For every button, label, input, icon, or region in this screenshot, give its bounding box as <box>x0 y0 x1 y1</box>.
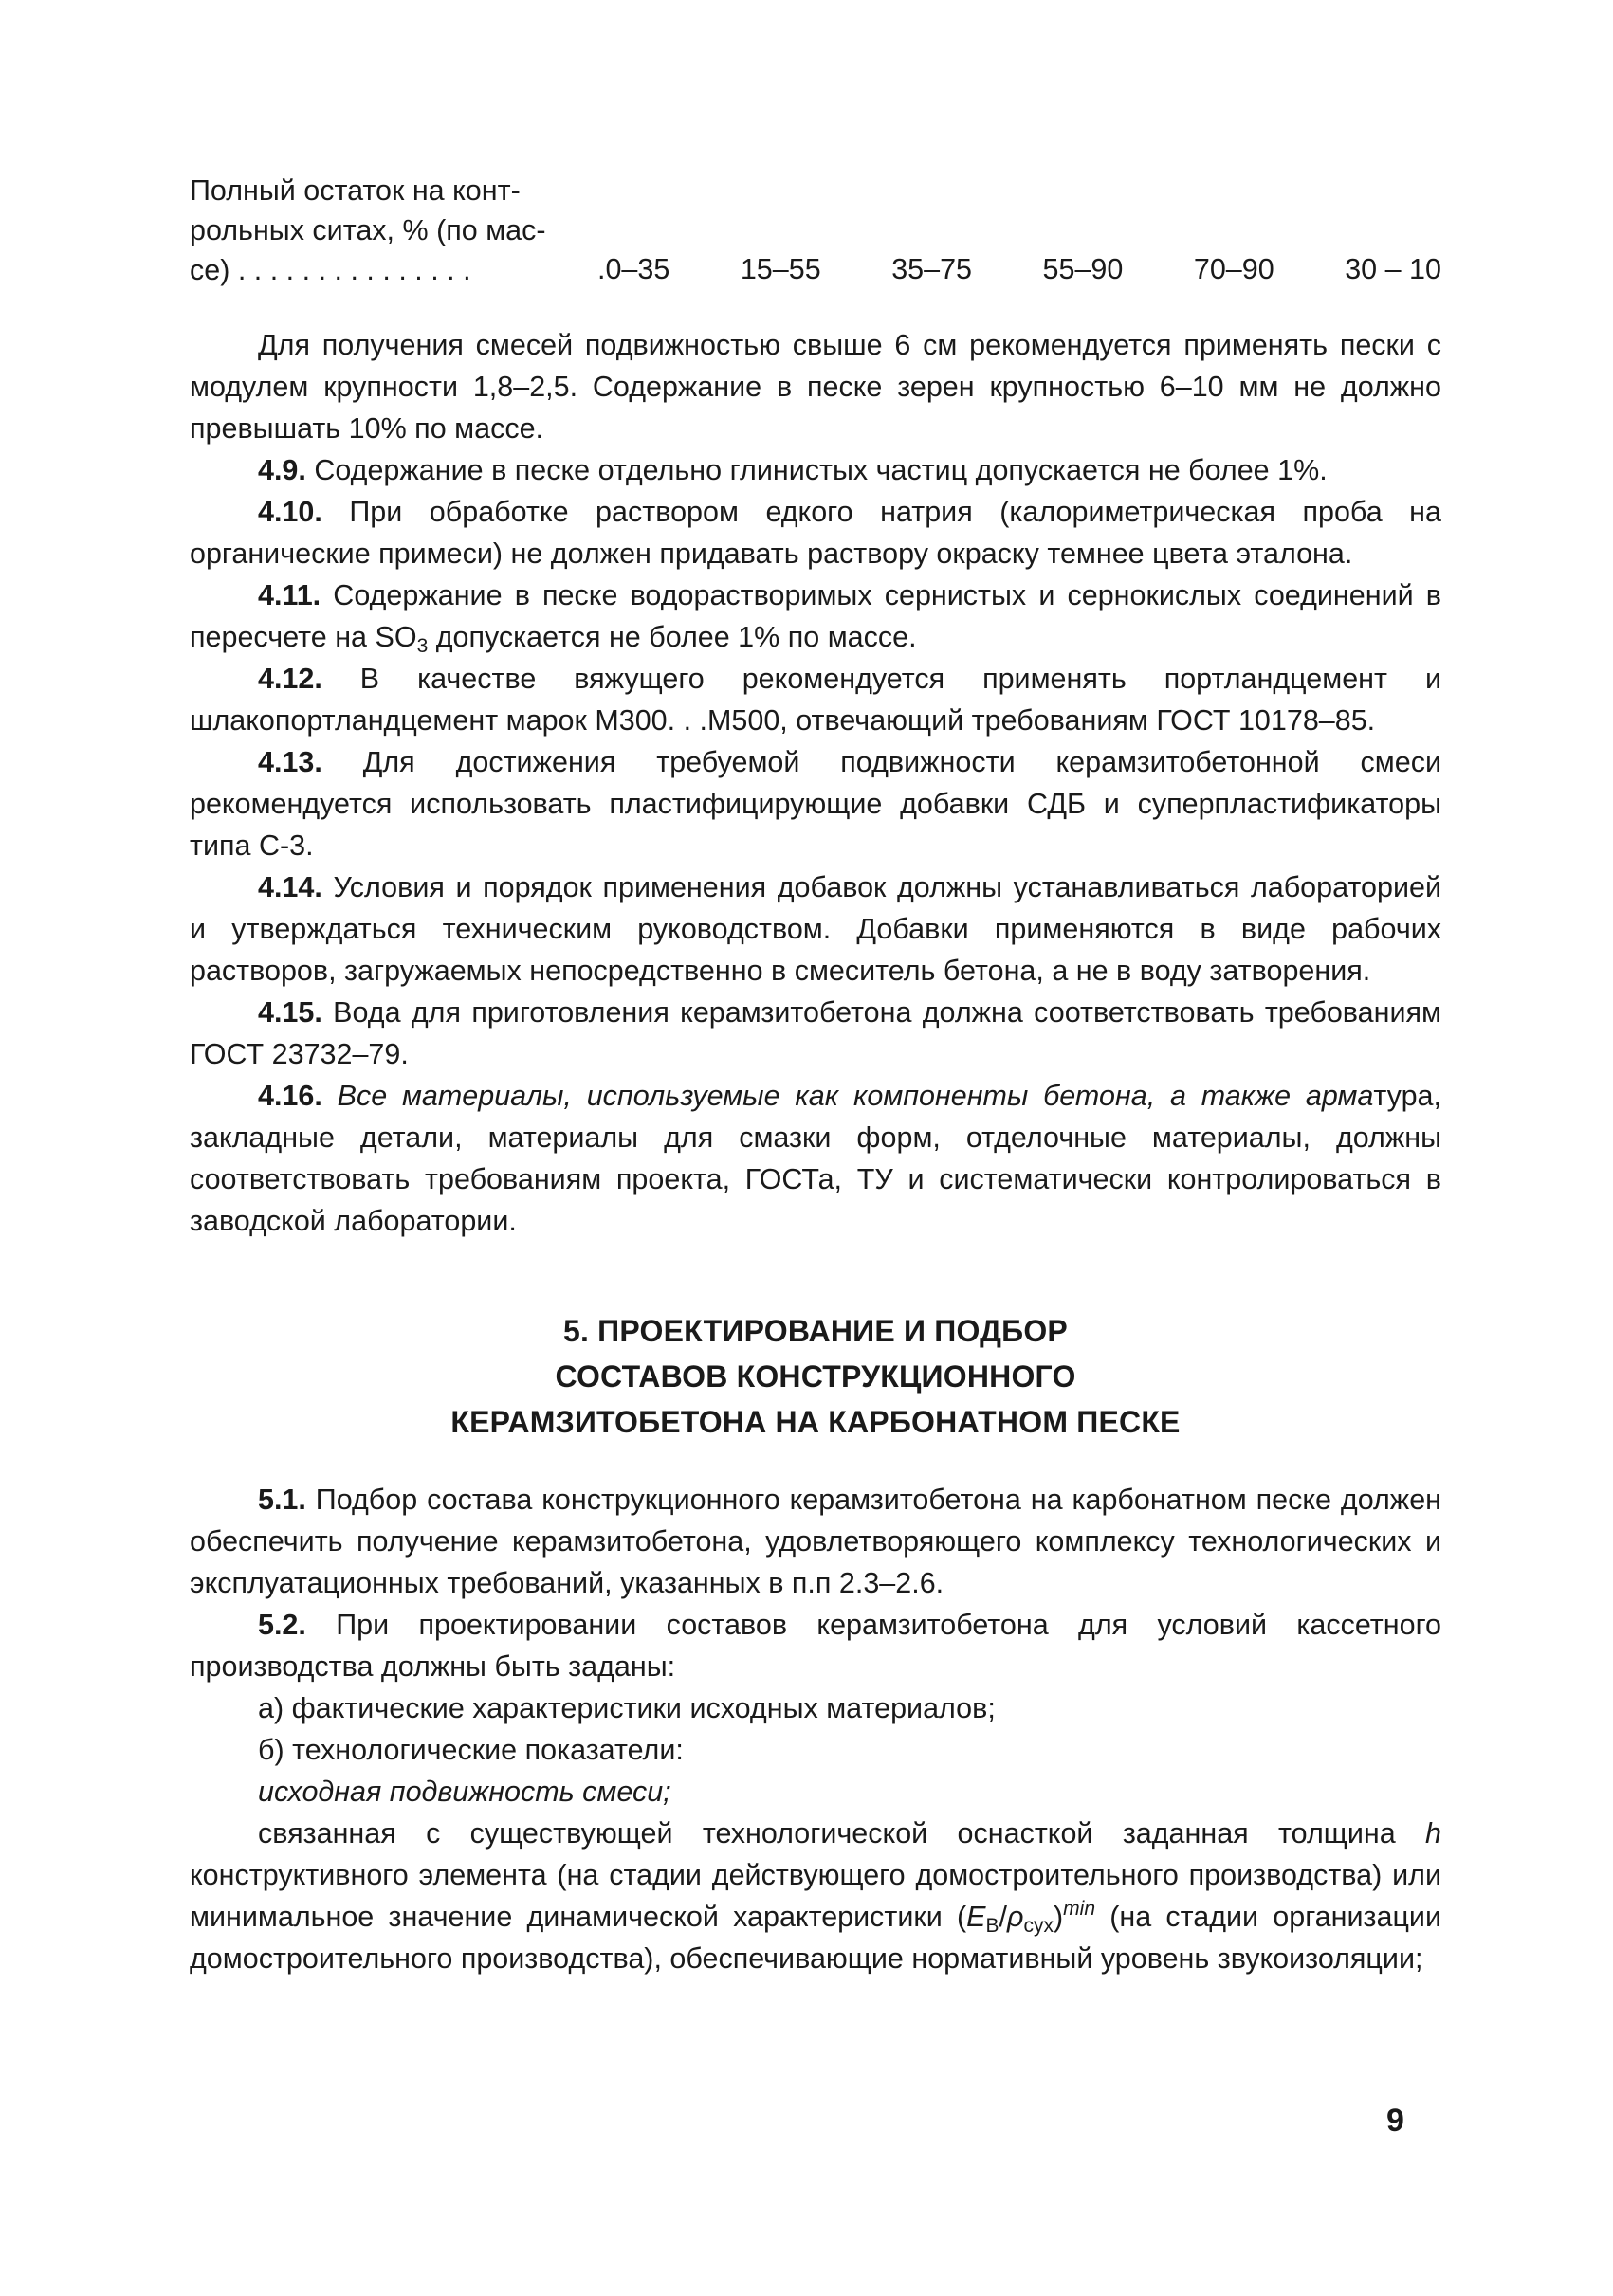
clause-text-italic: Все материалы, используемые как компоненты бетона, а также арма <box>321 1080 1374 1112</box>
paragraph-4-11 <box>190 574 1441 658</box>
paragraph-5-2 <box>190 1604 1441 1687</box>
list-item-mobility: исходная подвижность смеси; <box>258 1776 671 1808</box>
clause-text: (на стадии организации домостроительного производства), обеспечивающие нормативный уровень звукоизоляции; <box>190 1901 1441 1975</box>
section-heading <box>190 1308 1441 1445</box>
symbol-paren: ) <box>1054 1901 1064 1933</box>
clause-text: Условия и порядок применения добавок должны устанавливаться лабораторией и утверждаться техническим руководством. Добавки применяются в виде рабочих растворов, загружаемых непосредственно в смеситель бетона, а не в воду затворения. <box>190 871 1441 987</box>
symbol-slash: / <box>999 1901 1008 1933</box>
subscript: сух <box>1023 1915 1054 1937</box>
clause-text: тура, закладные детали, материалы для смазки форм, отделочные материалы, должны соответствовать требованиям проекта, ГОСТа, ТУ и систематически контролироваться в заводской лаборатории. <box>190 1080 1441 1237</box>
symbol-h: h <box>1425 1817 1441 1850</box>
clause-number: 5.2. <box>258 1609 306 1641</box>
clause-number: 4.13. <box>258 746 322 778</box>
clause-number: 4.14. <box>258 871 322 903</box>
document-page <box>190 171 1441 1979</box>
paragraph-4-14 <box>190 866 1441 992</box>
clause-text: допускается не более 1% по массе. <box>428 621 917 653</box>
paragraph-intro: Для получения смесей подвижностью свыше 6 см рекомендуется применять пески с модулем крупности 1,8–2,5. Содержание в песке зерен крупностью 6–10 мм не должно превышать 10% по массе. <box>190 329 1441 445</box>
clause-text: конструктивного элемента (на стадии действующего домостроительного производства) или минимальное значение динамической характеристики ( <box>190 1859 1441 1933</box>
clause-number: 4.16. <box>258 1080 322 1112</box>
superscript: min <box>1063 1898 1096 1920</box>
section-heading-line: КЕРАМЗИТОБЕТОНА НА КАРБОНАТНОМ ПЕСКЕ <box>450 1405 1181 1439</box>
clause-number: 4.12. <box>258 663 322 695</box>
section-heading-line: 5. ПРОЕКТИРОВАНИЕ И ПОДБОР <box>563 1314 1068 1348</box>
clause-text: Содержание в песке отдельно глинистых частиц допускается не более 1%. <box>305 454 1328 486</box>
clause-text: связанная с существующей технологической оснасткой заданная толщина <box>258 1817 1426 1850</box>
clause-number: 4.10. <box>258 496 322 528</box>
residue-value: 15–55 <box>740 253 821 285</box>
paragraph-4-13 <box>190 741 1441 866</box>
subscript: B <box>985 1915 999 1937</box>
list-item-b: б) технологические показатели: <box>258 1734 684 1766</box>
paragraph-4-15 <box>190 992 1441 1075</box>
clause-number: 4.11. <box>258 579 321 611</box>
clause-text: Содержание в песке водорастворимых сернистых и сернокислых соединений в пересчете на SO <box>190 579 1441 653</box>
subscript: 3 <box>416 635 429 657</box>
residue-value: 55–90 <box>1042 253 1124 285</box>
paragraph-5-1 <box>190 1479 1441 1604</box>
residue-value: 30 – 10 <box>1345 253 1441 285</box>
residue-values <box>597 248 1441 290</box>
residue-value: .0–35 <box>597 253 670 285</box>
paragraph-4-10 <box>190 491 1441 574</box>
paragraph-4-12 <box>190 658 1441 741</box>
clause-number: 5.1. <box>258 1484 306 1516</box>
clause-text: Вода для приготовления керамзитобетона должна соответствовать требованиям ГОСТ 23732–79. <box>190 996 1441 1070</box>
clause-text: При проектировании составов керамзитобетона для условий кассетного производства должны быть заданы: <box>190 1609 1441 1683</box>
clause-number: 4.9. <box>258 454 306 486</box>
residue-label-line: се) . . . . . . . . . . . . . . . <box>190 254 471 286</box>
section-heading-line: СОСТАВОВ КОНСТРУКЦИОННОГО <box>555 1359 1076 1394</box>
clause-text: Для достижения требуемой подвижности керамзитобетонной смеси рекомендуется использовать пластифицирующие добавки СДБ и суперпластификаторы типа С-3. <box>190 746 1441 862</box>
paragraph-thickness <box>190 1813 1441 1979</box>
paragraph-4-16 <box>190 1075 1441 1242</box>
page-number: 9 <box>1386 2103 1404 2139</box>
clause-text: При обработке раствором едкого натрия (калориметрическая проба на органические примеси) не должен придавать раствору окраску темнее цвета эталона. <box>190 496 1441 570</box>
clause-text: В качестве вяжущего рекомендуется применять портландцемент и шлакопортландцемент марок М300. . .М500, отвечающий требованиям ГОСТ 10178–85. <box>190 663 1441 737</box>
list-item-a: а) фактические характеристики исходных материалов; <box>258 1692 996 1724</box>
residue-label <box>190 171 597 290</box>
symbol-rho: ρ <box>1007 1901 1024 1933</box>
residue-label-line: Полный остаток на конт- <box>190 174 521 207</box>
residue-label-line: рольных ситах, % (по мас- <box>190 214 546 246</box>
residue-value: 35–75 <box>891 253 973 285</box>
residue-row <box>190 171 1441 290</box>
paragraph-4-9 <box>190 449 1441 491</box>
symbol-e: E <box>966 1901 986 1933</box>
clause-number: 4.15. <box>258 996 322 1029</box>
residue-value: 70–90 <box>1193 253 1274 285</box>
clause-text: Подбор состава конструкционного керамзитобетона на карбонатном песке должен обеспечить получение керамзитобетона, удовлетворяющего комплексу технологических и эксплуатационных требований, указанных в п.п 2.3–2.6. <box>190 1484 1441 1599</box>
